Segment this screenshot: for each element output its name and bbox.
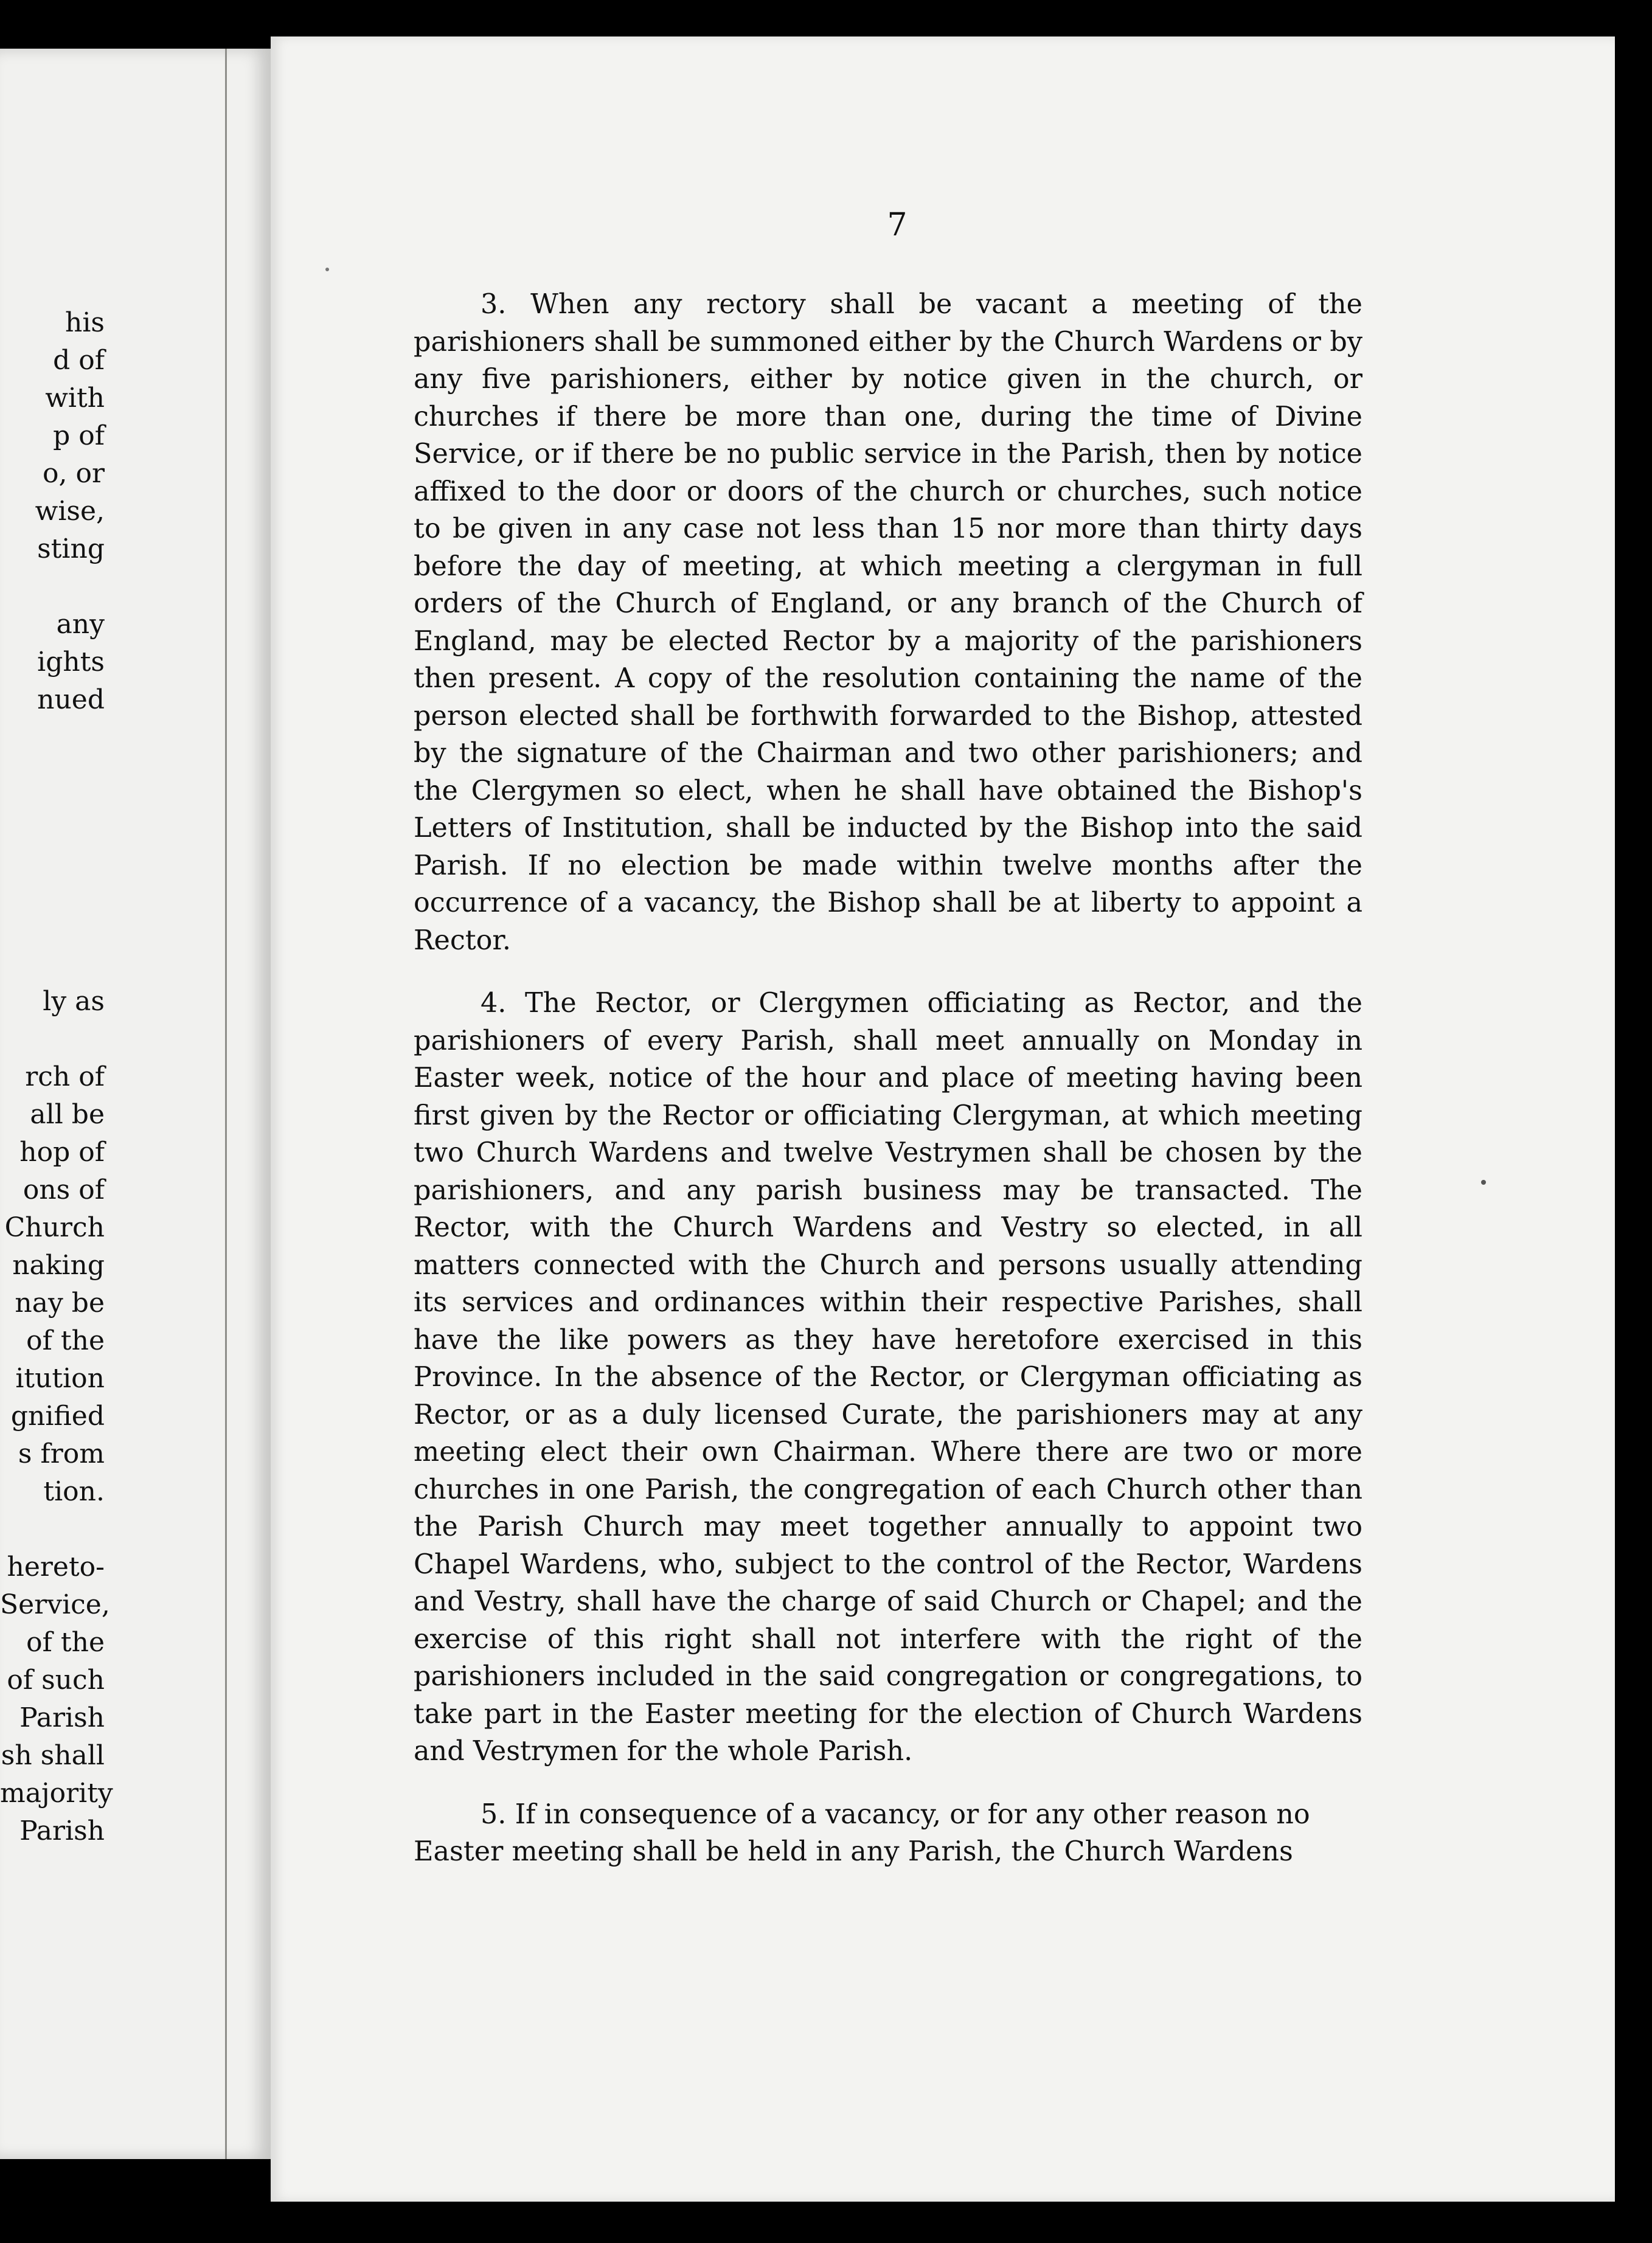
left-page-line-fragment: naking [12,1250,105,1281]
left-page-line-fragment: of the [26,1627,105,1658]
paper-speck [325,268,329,271]
left-page-blank-line [0,1021,105,1058]
left-page-line-fragment: Church [4,1212,105,1243]
left-page-line-fragment: ly as [43,986,105,1017]
left-page-text-fragments [0,304,113,1850]
left-page-line-fragment: sting [37,533,105,564]
left-page [0,49,273,2159]
right-page [271,36,1615,2202]
left-page-line-fragment: hop of [19,1137,105,1168]
left-page-blank-line [0,907,105,945]
page-number: 7 [887,207,908,243]
left-page-line-fragment: p of [53,420,105,451]
left-page-line-fragment: Service, [0,1589,110,1620]
left-page-line-fragment: itution [15,1363,105,1394]
left-page-blank-line [0,719,105,757]
left-page-blank-line [0,1511,105,1548]
left-page-blank-line [0,757,105,794]
left-page-line-fragment: with [45,383,105,414]
left-page-blank-line [0,945,105,983]
left-page-line-fragment: majority [0,1778,113,1809]
left-page-blank-line [0,794,105,832]
left-page-line-fragment: s from [18,1438,105,1469]
left-page-line-fragment: Parish [19,1702,105,1733]
left-page-line-fragment: any [56,609,105,640]
body-text [414,286,1362,1896]
left-page-blank-line [0,568,105,606]
left-page-line-fragment: all be [30,1099,105,1130]
left-page-line-fragment: hereto- [7,1551,105,1583]
left-page-line-fragment: gnified [10,1401,105,1432]
left-page-line-fragment: nued [37,684,105,715]
left-page-line-fragment: Parish [19,1815,105,1846]
left-page-line-fragment: his [65,307,105,338]
left-page-blank-line [0,870,105,907]
left-page-line-fragment: d of [53,345,105,376]
page-gutter-line [225,49,227,2159]
left-page-line-fragment: of such [7,1665,105,1696]
paragraph-5: 5. If in consequence of a vacancy, or for any other reason no Easter meeting shall be held in any Parish, the Church Wardens [414,1798,1310,1867]
left-page-line-fragment: wise, [35,496,105,527]
left-page-line-fragment: o, or [43,458,105,489]
left-page-line-fragment: of the [26,1325,105,1356]
left-page-line-fragment: nay be [15,1288,105,1319]
left-page-line-fragment: tion. [43,1476,105,1507]
left-page-line-fragment: ons of [23,1174,105,1205]
book-spread [0,36,1618,2202]
paragraph-3: 3. When any rectory shall be vacant a meeting of the parishioners shall be summoned either by the Church Wardens or by any five parishioners, either by notice given in the church, or churches if there be more than one, during the time of Divine Service, or if there be no public service in the Parish, then by notice affixed to the door or doors of the church or churches, such notice to be given in any case not less than 15 nor more than thirty days before the day of meeting, at which meeting a clergyman in full orders of the Church of England, or any branch of the Church of England, may be elected Rector by a majority of the parishioners then present. A copy of the resolution containing the name of the person elected shall be forthwith forwarded to the Bishop, attested by the signature of the Chairman and two other parishioners; and the Clergymen so elect, when he shall have obtained the Bishop's Letters of Institution, shall be inducted by the Bishop into the said Parish. If no election be made within twelve months after the occurrence of a vacancy, the Bishop shall be at liberty to appoint a Rector. [414,289,1362,956]
paragraph-4: 4. The Rector, or Clergymen officiating as Rector, and the parishioners of every Parish, shall meet annually on Monday in Easter week, notice of the hour and place of meeting having been first given by the Rector or officiating Clergyman, at which meeting two Church Wardens and twelve Vestrymen shall be chosen by the parishioners, and any parish business may be transacted. The Rector, with the Church Wardens and Vestry so elected, in all matters connected with the Church and persons usually attending its services and ordinances within their respective Parishes, shall have the like powers as they have heretofore exercised in this Province. In the absence of the Rector, or Clergyman officiating as Rector, or as a duly licensed Curate, the parishioners may at any meeting elect their own Chairman. Where there are two or more churches in one Parish, the congregation of each Church other than the Parish Church may meet together annually to appoint two Chapel Wardens, who, subject to the control of the Rector, Wardens and Vestry, shall have the charge of said Church or Chapel; and the exercise of this right shall not interfere with the right of the parishioners included in the said congregation or congregations, to take part in the Easter meeting for the election of Church Wardens and Vestrymen for the whole Parish. [414,988,1362,1767]
left-page-line-fragment: rch of [25,1061,105,1092]
left-page-blank-line [0,832,105,870]
left-page-line-fragment: sh shall [1,1740,105,1771]
left-page-line-fragment: ights [37,647,105,678]
paper-speck [1481,1180,1486,1185]
